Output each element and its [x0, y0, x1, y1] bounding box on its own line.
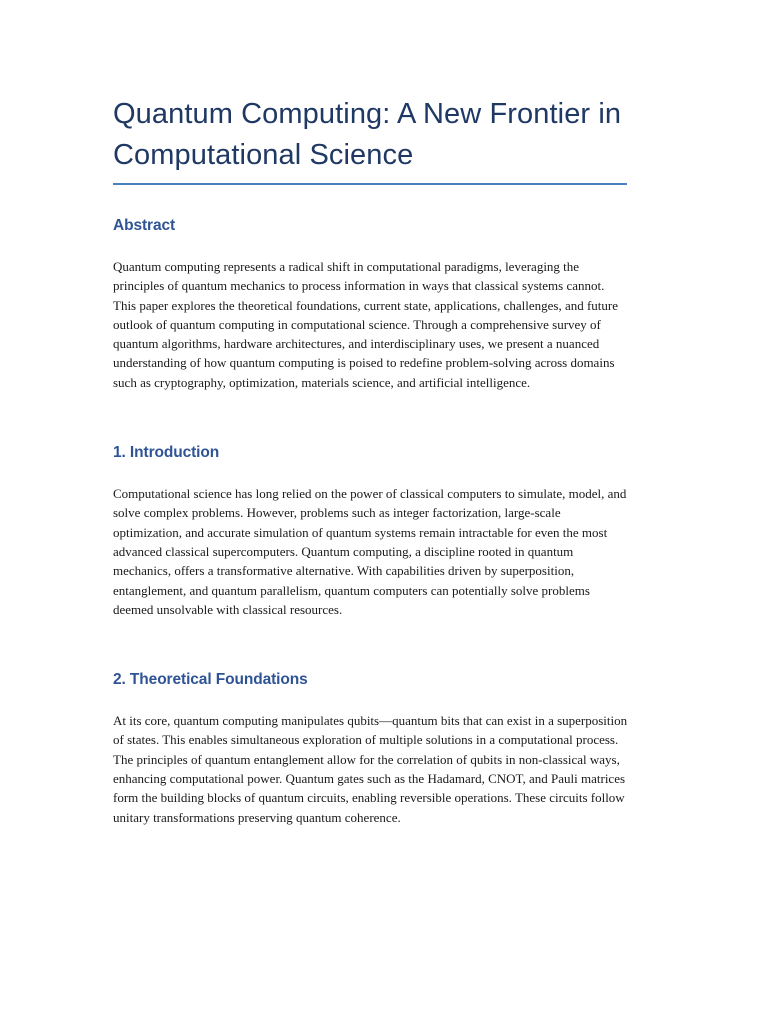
title-underline-rule	[113, 183, 627, 185]
section-heading-introduction: 1. Introduction	[113, 444, 220, 462]
section-heading-theoretical-foundations: 2. Theoretical Foundations	[113, 671, 308, 689]
section-body-abstract: Quantum computing represents a radical shift in computational paradigms, leveraging the principles of quantum mechanics to process information in ways that classical systems cannot. This paper explores the theoretical foundations, current state, applications, challenges, and future outlook of quantum computing in computational science. Through a comprehensive survey of quantum algorithms, hardware architectures, and interdisciplinary uses, we present a nuanced understanding of how quantum computing is poised to redefine problem-solving across domains such as cryptography, optimization, materials science, and artificial intelligence.	[113, 259, 619, 390]
section-body-introduction: Computational science has long relied on the power of classical computers to simulate, model, and solve complex problems. However, problems such as integer factorization, large-scale optimization, and accurate simulation of quantum systems remain intractable for even the most advanced classical supercomputers. Quantum computing, a discipline rooted in quantum mechanics, offers a transformative alternative. With capabilities driven by superposition, entanglement, and quantum parallelism, quantum computers can potentially solve problems deemed unsolvable with classical resources.	[113, 486, 627, 617]
document-title: Quantum Computing: A New Frontier in Computational Science	[113, 98, 622, 171]
document-page	[113, 94, 628, 827]
section-body-theoretical-foundations: At its core, quantum computing manipulates qubits—quantum bits that can exist in a superposition of states. This enables simultaneous exploration of multiple solutions in a computational process. The principles of quantum entanglement allow for the correlation of qubits in non-classical ways, enhancing computational power. Quantum gates such as the Hadamard, CNOT, and Pauli matrices form the building blocks of quantum circuits, enabling reversible operations. These circuits follow unitary transformations preserving quantum coherence.	[113, 713, 628, 825]
section-heading-abstract: Abstract	[113, 217, 176, 234]
